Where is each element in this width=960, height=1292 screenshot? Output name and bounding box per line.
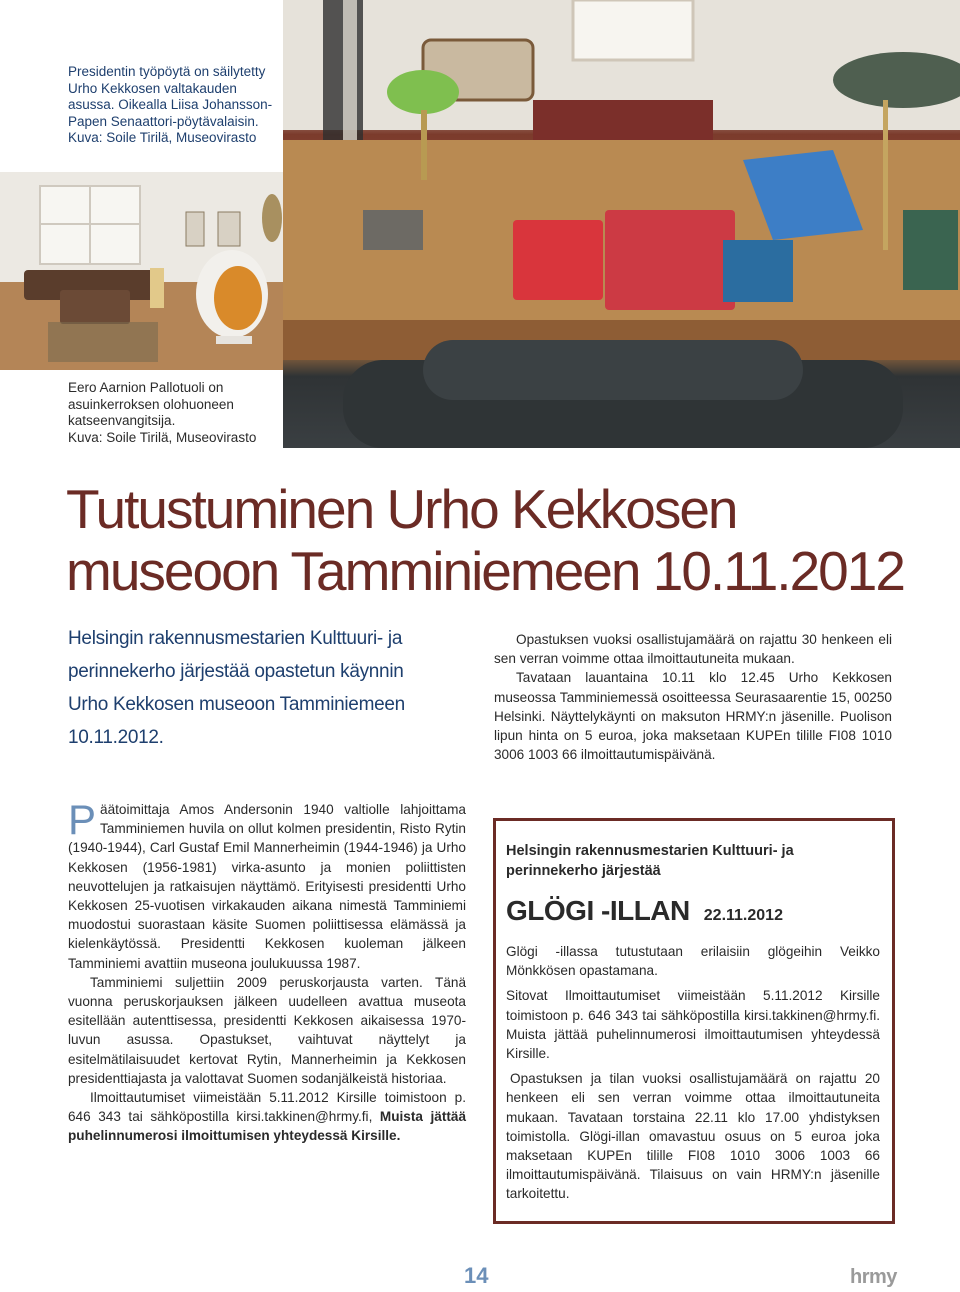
event-box-glogi	[493, 818, 895, 1224]
article-paragraph: Ilmoittautumiset viimeistään 5.11.2012 Kirsille toimistoon p. 646 343 tai sähköpostilla kirsi.takkinen@hrmy.fi, Muista jättää puhelinnumerosi ilmoittumisen yhteydessä Kirsille.	[68, 1090, 467, 1144]
event-date: 22.11.2012	[703, 907, 783, 924]
hrmy-logo: hrmy	[850, 1266, 897, 1288]
title-line-1: Tutustuminen Urho Kekkosen	[66, 478, 737, 540]
article-paragraph: Opastuksen vuoksi osallistujamäärä on rajattu 30 henkeen eli sen verran voimme ottaa ilmoittautuneita mukaan.	[494, 632, 892, 667]
article-paragraph: Päätoimittaja Amos Andersonin 1940 valtiolle lahjoittama Tamminiemen huvila on ollut kolmen presidentin, Risto Rytin (1940-1944), Carl Gustaf Emil Mannerheimin (1944-1946) ja Urho Kekkosen (1956-1981) virka-asunto ja monien poliittisten neuvottelujen ja ratkaisujen näyttämö. Erityisesti presidentti Urho Kekkosen 25-vuotisen virkakauden aikana nimestä Tamminiemi muodostui suorastaan käsite Suomen poliittisessa elämässä ja kielenkäytössä. Presidentti Kekkosen kuoleman jälkeen Tamminiemi avattiin museona joulukuussa 1987.	[68, 796, 466, 971]
event-paragraph: Sitovat Ilmoittautumiset viimeistään 5.11.2012 Kirsille toimistoon p. 646 343 tai sähköpostilla kirsi.takkinen@hrmy.fi. Muista jättää puhelinnumerosi ilmoittautumisen yhteydessä Kirsille.	[506, 988, 880, 1062]
article-body-right	[494, 630, 892, 764]
page-number: 14	[464, 1263, 489, 1288]
photo-caption-desk	[68, 64, 273, 147]
caption-text: Presidentin työpöytä on säilytetty Urho Kekkosen valtakauden asussa. Oikealla Liisa Johansson-Papen Senaattori-pöytävalaisin.	[68, 64, 273, 129]
intro-line: 10.11.2012.	[68, 727, 164, 748]
article-body-left	[68, 796, 467, 1146]
intro-line: Helsingin rakennusmestarien Kulttuuri- ja	[68, 628, 403, 649]
photo-president-desk	[283, 0, 960, 448]
intro-lead	[68, 622, 468, 754]
event-title: GLÖGI -ILLAN 22.11.2012	[506, 895, 783, 926]
intro-line: Urho Kekkosen museoon Tamminiemeen	[68, 694, 405, 715]
event-organizer: Helsingin rakennusmestarien Kulttuuri- ja perinnekerho järjestää	[506, 843, 794, 879]
caption-credit: Kuva: Soile Tirilä, Museovirasto	[68, 429, 257, 445]
photo-living-room-ball-chair	[0, 172, 283, 370]
caption-credit: Kuva: Soile Tirilä, Museovirasto	[68, 130, 257, 145]
article-paragraph: Tamminiemi suljettiin 2009 peruskorjausta varten. Tänä vuonna peruskorjauksen jälkeen uudelleen avattua museota esitellään autenttisessa, presidentti Kekkosen aikaisessa 1970-luvun asussa. Opastukset, vaihtuvat näyttelyt ja esitelmätilaisuudet kertovat Rytin, Mannerheimin ja Kekkosen presidenttiajasta ja valottavat Suomen sodanjälkeistä historiaa.	[68, 974, 466, 1086]
photo-caption-chair	[68, 380, 278, 446]
title-line-2: museoon Tamminiemeen 10.11.2012	[66, 540, 904, 602]
drop-cap: P	[68, 796, 97, 843]
article-paragraph: Tavataan lauantaina 10.11 klo 12.45 Urho Kekkosen museossa Tamminiemessä osoitteessa Seurasaarentie 15, 00250 Helsinki. Näyttelykäynti on maksuton HRMY:n jäsenille. Puolison lipun hinta on 5 euroa, joka maksetaan KUPEn tilille FI08 1010 3006 1003 66 ilmoittautumispäivänä.	[494, 670, 892, 763]
caption-text: Eero Aarnion Pallotuoli on asuinkerroksen olohuoneen katseenvangitsija.	[68, 380, 234, 428]
bold-note: Muista jättää puhelinnumerosi ilmoittumisen yhteydessä Kirsille.	[68, 1109, 467, 1144]
event-paragraph: Glögi -illassa tutustutaan erilaisiin glögeihin Veikko Mönkkösen opastamana.	[506, 944, 880, 979]
intro-line: perinnekerho järjestää opastetun käynnin	[68, 661, 404, 682]
page-title	[66, 478, 946, 602]
event-paragraph: Opastuksen ja tilan vuoksi osallistujamäärä on rajattu 20 henkeen eli sen verran voimme ottaa ilmoittautuneita mukaan. Tavataan torstaina 22.11 klo 17.00 yhdistyksen toimistolla. Glögi-illan omavastuu osuus on 5 euroa joka maksetaan KUPEn tilille FI08 1010 3006 1003 66 ilmoittautumispäivänä. Tilaisuus on vain HRMY:n jäsenille tarkoitettu.	[506, 1071, 880, 1202]
